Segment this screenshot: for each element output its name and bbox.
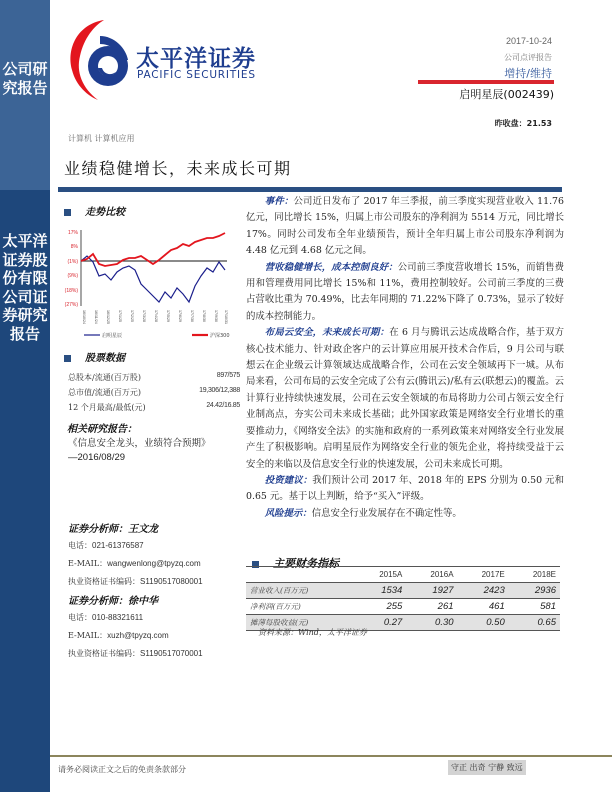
table-row: 营业收入(百万元) 1534 1927 2423 2936 <box>246 583 560 599</box>
data-source: 资料来源：Wind，太平洋证券 <box>258 628 367 637</box>
analyst-phone: 电话：010-88321611 <box>68 613 144 622</box>
y-tick: (9%) <box>67 273 78 279</box>
svg-text:16/12/25: 16/12/25 <box>106 310 110 324</box>
report-body <box>246 194 564 522</box>
svg-text:17/6/29: 17/6/29 <box>178 310 182 322</box>
table-header-row: 2015A 2016A 2017E 2018E <box>246 567 560 583</box>
stock-name: 启明星辰(002439) <box>459 88 554 101</box>
analyst-name: 证券分析师：王文龙 <box>68 524 158 535</box>
financials-heading: 主要财务指标 <box>252 555 339 571</box>
svg-text:17/5/29: 17/5/29 <box>166 310 170 322</box>
body-paragraph: 营收稳健增长，成本控制良好：公司前三季度营收增长 15%，而销售费用和管理费用同比增长 15%和 11%，费用控制较好。公司前三季度的三费占营收比重为 70.49%，比去年同期的 71.22%下降了 0.73%，显示了较好的成本控制能力。 <box>246 261 564 322</box>
page-title: 业绩稳健增长，未来成长可期 <box>64 159 292 178</box>
svg-text:17/10/31: 17/10/31 <box>224 310 228 324</box>
svg-text:17/8/30: 17/8/30 <box>202 310 206 322</box>
stock-data-row: 12 个月最高/最低(元) 24.42/16.85 <box>68 402 240 412</box>
y-tick: (18%) <box>64 288 78 294</box>
svg-text:17/9/30: 17/9/30 <box>214 310 218 322</box>
legend-label: 启明星辰 <box>102 333 123 339</box>
stock-data-heading: 股票数据 <box>64 349 125 364</box>
trend-chart <box>64 222 234 340</box>
svg-text:17/2/25: 17/2/25 <box>130 310 134 322</box>
analyst-phone: 电话：021-61376587 <box>68 541 144 550</box>
stock-data-row: 总股本/流通(百万股) 897/575 <box>68 372 240 382</box>
y-tick: (27%) <box>64 302 78 308</box>
svg-text:16/11/24: 16/11/24 <box>94 310 98 324</box>
svg-text:17/1/25: 17/1/25 <box>118 310 122 322</box>
y-tick: 17% <box>67 230 78 236</box>
stock-data-row: 总市值/流通(百万元) 19,306/12,388 <box>68 387 240 397</box>
analyst-email[interactable]: E-MAIL：xuzh@tpyzq.com <box>68 631 169 640</box>
industry-tag: 计算机 计算机应用 <box>68 134 135 143</box>
analyst-name: 证券分析师：徐中华 <box>68 596 158 607</box>
section-square-icon <box>64 209 71 216</box>
financials-table <box>246 566 560 631</box>
related-report-date: —2016/08/29 <box>68 452 126 463</box>
trend-heading: 走势比较 <box>64 203 125 218</box>
analyst-cert: 执业资格证书编码：S1190517070001 <box>68 649 203 658</box>
footer-disclaimer: 请务必阅读正文之后的免责条款部分 <box>58 765 186 774</box>
related-report-link[interactable]: 《信息安全龙头，业绩符合预期》 <box>68 438 211 449</box>
analyst-email[interactable]: E-MAIL：wangwenlong@tpyzq.com <box>68 559 201 568</box>
section-square-icon <box>64 355 71 362</box>
rating-divider <box>418 80 554 84</box>
body-paragraph: 风险提示：信息安全行业发展存在不确定性等。 <box>264 507 462 519</box>
related-reports-heading: 相关研究报告： <box>67 424 137 435</box>
report-type: 公司点评报告 <box>504 53 552 62</box>
report-date: 2017-10-24 <box>505 36 552 46</box>
title-divider <box>58 187 562 192</box>
svg-text:17/4/28: 17/4/28 <box>154 310 158 322</box>
brand-name-en: PACIFIC SECURITIES <box>137 69 256 81</box>
pacific-securities-logo-icon <box>64 14 136 100</box>
sidebar-report-category: 公司研究报告 <box>2 60 48 97</box>
brand-name-cn: 太平洋证券 <box>136 46 256 72</box>
footer-motto: 守正 出奇 宁静 致远 <box>448 760 526 775</box>
analyst-cert: 执业资格证书编码：S1190517080001 <box>68 577 203 586</box>
legend-label: 沪深300 <box>210 333 230 339</box>
y-tick: 8% <box>70 244 78 250</box>
svg-text:17/7/30: 17/7/30 <box>190 310 194 322</box>
svg-text:17/3/28: 17/3/28 <box>142 310 146 322</box>
y-tick: (1%) <box>67 259 78 265</box>
body-paragraph: 事件：公司近日发布了 2017 年三季报，前三季度实现营业收入 11.76 亿元，同比增长 15%，归属上市公司股东的净利润为 5514 万元，同比增长 17%。同时公司发布全年业绩预告，预计全年归属上市公司股东净利润为 4.48 亿元到 4.68 亿元之间。 <box>246 196 564 257</box>
previous-close: 昨收盘：21.53 <box>494 119 552 128</box>
footer-divider <box>50 755 612 757</box>
body-paragraph: 布局云安全，未来成长可期：在 6 月与腾讯云达成战略合作，基于双方核心技术能力、针对政企客户的云计算应用展开技术合作后，9 月公司与联想云在企业级云计算领域达成战略合作，公司在云安全领域再下一城。从布局来看，公司布局的云安全完成了公有云(腾讯云)/私有云(联想云)的覆盖。云计算行业持续快速发展，公司在云安全领域的布局将助力公司占领云安全行业制高点，夯实公司未来成长基础；此外国家政策是网络安全行业增长的重要推动力，《网络安全法》的实施和政府的一系列政策来对网络安全行业发展产生了积极影响。启明星辰作为网络安全行业的领先企业，将持续受益于云安全的来临以及信息安全行业的快速发展，公司未来成长可期。 <box>246 327 564 470</box>
svg-text:16/10/24: 16/10/24 <box>82 310 86 324</box>
rating: 增持/维持 <box>504 67 552 80</box>
table-row: 净利润(百万元) 255 261 461 581 <box>250 601 556 612</box>
table-row: 摊薄每股收益(元) 0.27 0.30 0.50 0.65 <box>246 615 560 631</box>
body-paragraph: 投资建议：我们预计公司 2017 年、2018 年的 EPS 分别为 0.50 元和 0.65 元。基于以上判断，给予“买入”评级。 <box>246 474 564 503</box>
sidebar-company-label: 太平洋证券股份有限公司证券研究报告 <box>2 232 48 343</box>
